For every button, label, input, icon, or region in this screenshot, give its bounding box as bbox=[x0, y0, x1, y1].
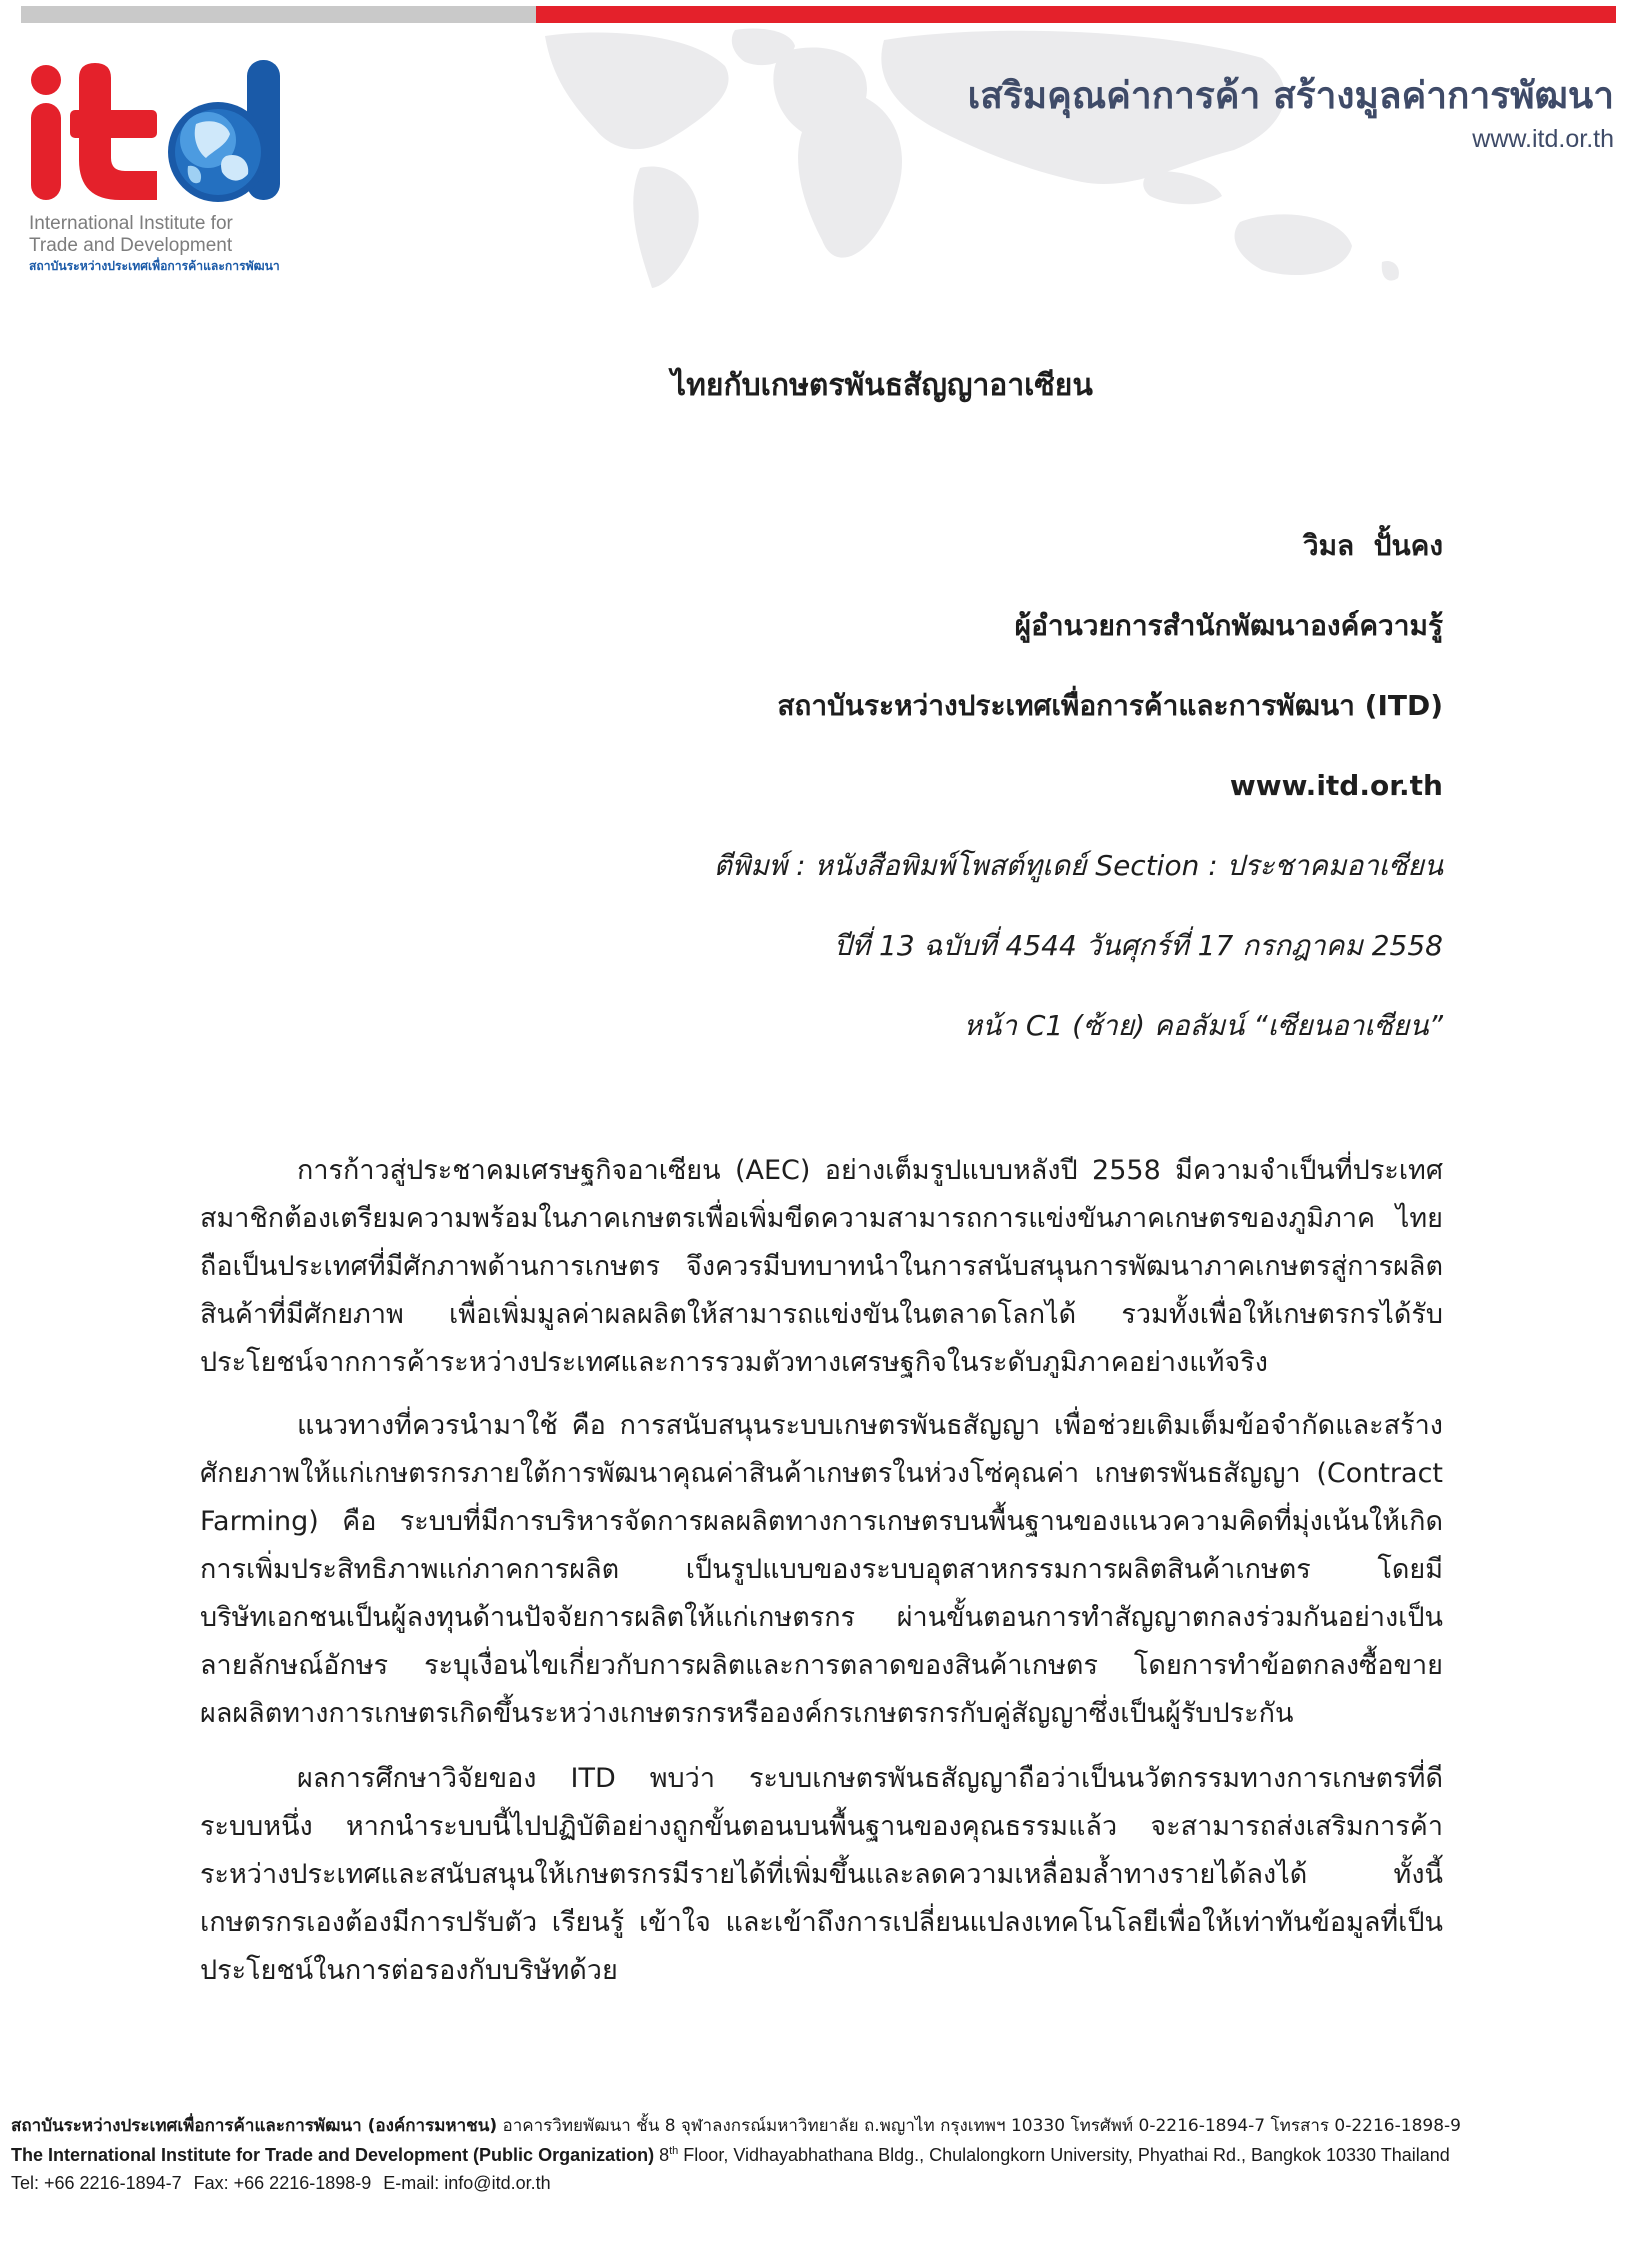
body-paragraph-1 bbox=[200, 1147, 1443, 1387]
map-south-america bbox=[633, 167, 698, 288]
map-europe-africa bbox=[773, 48, 902, 258]
paragraph-line: ผลผลิตทางการเกษตรเกิดขึ้นระหว่างเกษตรกรหรือองค์กรเกษตรกรกับคู่สัญญาซึ่งเป็นผู้รับประกัน bbox=[200, 1698, 1294, 1729]
body-paragraph-2 bbox=[200, 1402, 1443, 1738]
logo-name-th: สถาบันระหว่างประเทศเพื่อการค้าและการพัฒนา bbox=[29, 259, 280, 273]
footer-address-en-text: Floor, Vidhayabhathana Bldg., Chulalongkorn University, Phyathai Rd., Bangkok 10330 Thailand bbox=[683, 2144, 1450, 2165]
paragraph-line: การก้าวสู่ประชาคมเศรษฐกิจอาเซียน (AEC) อย่างเต็มรูปแบบหลังปี 2558 มีความจำเป็นที่ประเทศ bbox=[297, 1155, 1443, 1186]
logo-i-dot bbox=[31, 65, 61, 95]
paragraph-line: ระหว่างประเทศและสนับสนุนให้เกษตรกรมีรายได้ที่เพิ่มขึ้นและลดความเหลื่อมล้ำทางรายได้ลงได้ ทั้งนี้ bbox=[200, 1859, 1443, 1890]
map-australia bbox=[1235, 214, 1352, 275]
paragraph-line: การเพิ่มประสิทธิภาพแก่ภาคการผลิต เป็นรูปแบบของระบบอุตสาหกรรมการผลิตสินค้าเกษตร โดยมี bbox=[200, 1554, 1443, 1585]
paragraph-line: แนวทางที่ควรนำมาใช้ คือ การสนับสนุนระบบเกษตรพันธสัญญา เพื่อช่วยเติมเต็มข้อจำกัดและสร้าง bbox=[297, 1410, 1443, 1441]
paragraph-line: ประโยชน์ในการต่อรองกับบริษัทด้วย bbox=[200, 1955, 618, 1986]
footer-org-name-en: The International Institute for Trade and Development (Public Organization) bbox=[11, 2144, 655, 2165]
page-footer bbox=[11, 2112, 1623, 2198]
footer-floor-suffix: th bbox=[669, 2144, 679, 2157]
body-paragraph-3 bbox=[200, 1755, 1443, 1995]
author-name: วิมล ปั้นคง bbox=[1302, 529, 1443, 562]
footer-email[interactable]: E-mail: info@itd.or.th bbox=[383, 2173, 551, 2193]
footer-floor-number: 8 bbox=[659, 2144, 670, 2165]
map-southeast-asia bbox=[1143, 171, 1222, 204]
paragraph-line: ถือเป็นประเทศที่มีศักภาพด้านการเกษตร จึงควรมีบทบาทนำในการสนับสนุนการพัฒนาภาคเกษตรสู่การผลิต bbox=[200, 1251, 1443, 1282]
author-block bbox=[560, 506, 1443, 1066]
paragraph-line: สมาชิกต้องเตรียมความพร้อมในภาคเกษตรเพื่อเพิ่มขีดความสามารถการแข่งขันภาคเกษตรของภูมิภาค ไทย bbox=[200, 1203, 1443, 1234]
paragraph-line: ศักยภาพให้แก่เกษตรกรภายใต้การพัฒนาคุณค่าสินค้าเกษตรในห่วงโซ่คุณค่า เกษตรพันธสัญญา (Contract bbox=[200, 1458, 1443, 1489]
logo-t-crossbar bbox=[70, 110, 157, 138]
logo-name-en-line2: Trade and Development bbox=[29, 235, 233, 256]
footer-contacts bbox=[11, 2169, 1623, 2198]
paragraph-line: Farming) คือ ระบบที่มีการบริหารจัดการผลผลิตทางการเกษตรบนพื้นฐานของแนวความคิดที่มุ่งเน้นให้เกิด bbox=[200, 1506, 1443, 1537]
footer-address-th bbox=[11, 2112, 1623, 2141]
footer-org-name-th: สถาบันระหว่างประเทศเพื่อการค้าและการพัฒนา (องค์การมหาชน) bbox=[11, 2116, 498, 2136]
publication-page: หน้า C1 (ซ้าย) คอลัมน์ “เซียนอาเซียน” bbox=[963, 1009, 1443, 1042]
paragraph-line: บริษัทเอกชนเป็นผู้ลงทุนด้านปัจจัยการผลิตให้แก่เกษตรกร ผ่านขั้นตอนการทำสัญญาตกลงร่วมกันอย่างเป็น bbox=[200, 1602, 1443, 1633]
footer-address-en bbox=[11, 2141, 1623, 2170]
map-north-america bbox=[545, 32, 729, 149]
paragraph-line: เกษตรกรเองต้องมีการปรับตัว เรียนรู้ เข้าใจ และเข้าถึงการเปลี่ยนแปลงเทคโนโลยีเพื่อให้เท่าทันข้อมูลที่เป็น bbox=[200, 1907, 1443, 1938]
header-tagline: เสริมคุณค่าการค้า สร้างมูลค่าการพัฒนา bbox=[967, 74, 1614, 117]
paragraph-line: ลายลักษณ์อักษร ระบุเงื่อนไขเกี่ยวกับการผลิตและการตลาดของสินค้าเกษตร โดยการทำข้อตกลงซื้อขาย bbox=[200, 1650, 1443, 1681]
article-title: ไทยกับเกษตรพันธสัญญาอาเซียน bbox=[671, 368, 1093, 403]
itd-logo-mark bbox=[0, 0, 300, 210]
publication-source: ตีพิมพ์ : หนังสือพิมพ์โพสต์ทูเดย์ Section : ประชาคมอาเซียน bbox=[713, 849, 1443, 882]
map-new-zealand bbox=[1382, 261, 1399, 281]
footer-tel: Tel: +66 2216-1894-7 bbox=[11, 2173, 182, 2193]
footer-address-th-text: อาคารวิทยพัฒนา ชั้น 8 จุฬาลงกรณ์มหาวิทยาลัย ถ.พญาไท กรุงเทพฯ 10330 โทรศัพท์ 0-2216-1894-7 โทรสาร 0-2216-1898-9 bbox=[502, 2116, 1461, 2136]
publication-issue: ปีที่ 13 ฉบับที่ 4544 วันศุกร์ที่ 17 กรกฎาคม 2558 bbox=[833, 929, 1443, 962]
author-position: ผู้อำนวยการสำนักพัฒนาองค์ความรู้ bbox=[1014, 609, 1443, 642]
header-website-link[interactable]: www.itd.or.th bbox=[1472, 125, 1614, 153]
author-website-link[interactable]: www.itd.or.th bbox=[1229, 769, 1443, 802]
footer-fax: Fax: +66 2216-1898-9 bbox=[193, 2173, 372, 2193]
paragraph-line: ประโยชน์จากการค้าระหว่างประเทศและการรวมตัวทางเศรษฐกิจในระดับภูมิภาคอย่างแท้จริง bbox=[200, 1347, 1268, 1378]
author-organization: สถาบันระหว่างประเทศเพื่อการค้าและการพัฒนา (ITD) bbox=[777, 689, 1443, 722]
paragraph-line: ระบบหนึ่ง หากนำระบบนี้ไปปฏิบัติอย่างถูกขั้นตอนบนพื้นฐานของคุณธรรมแล้ว จะสามารถส่งเสริมการค้า bbox=[200, 1811, 1443, 1842]
logo-i-stem bbox=[31, 103, 61, 200]
paragraph-line: ผลการศึกษาวิจัยของ ITD พบว่า ระบบเกษตรพันธสัญญาถือว่าเป็นนวัตกรรมทางการเกษตรที่ดี bbox=[297, 1763, 1443, 1794]
logo-name-en-line1: International Institute for bbox=[29, 213, 233, 234]
paragraph-line: สินค้าที่มีศักยภาพ เพื่อเพิ่มมูลค่าผลผลิตให้สามารถแข่งขันในตลาดโลกได้ รวมทั้งเพื่อให้เกษตรกรได้รับ bbox=[200, 1299, 1443, 1330]
header-bar-red bbox=[536, 6, 1616, 23]
